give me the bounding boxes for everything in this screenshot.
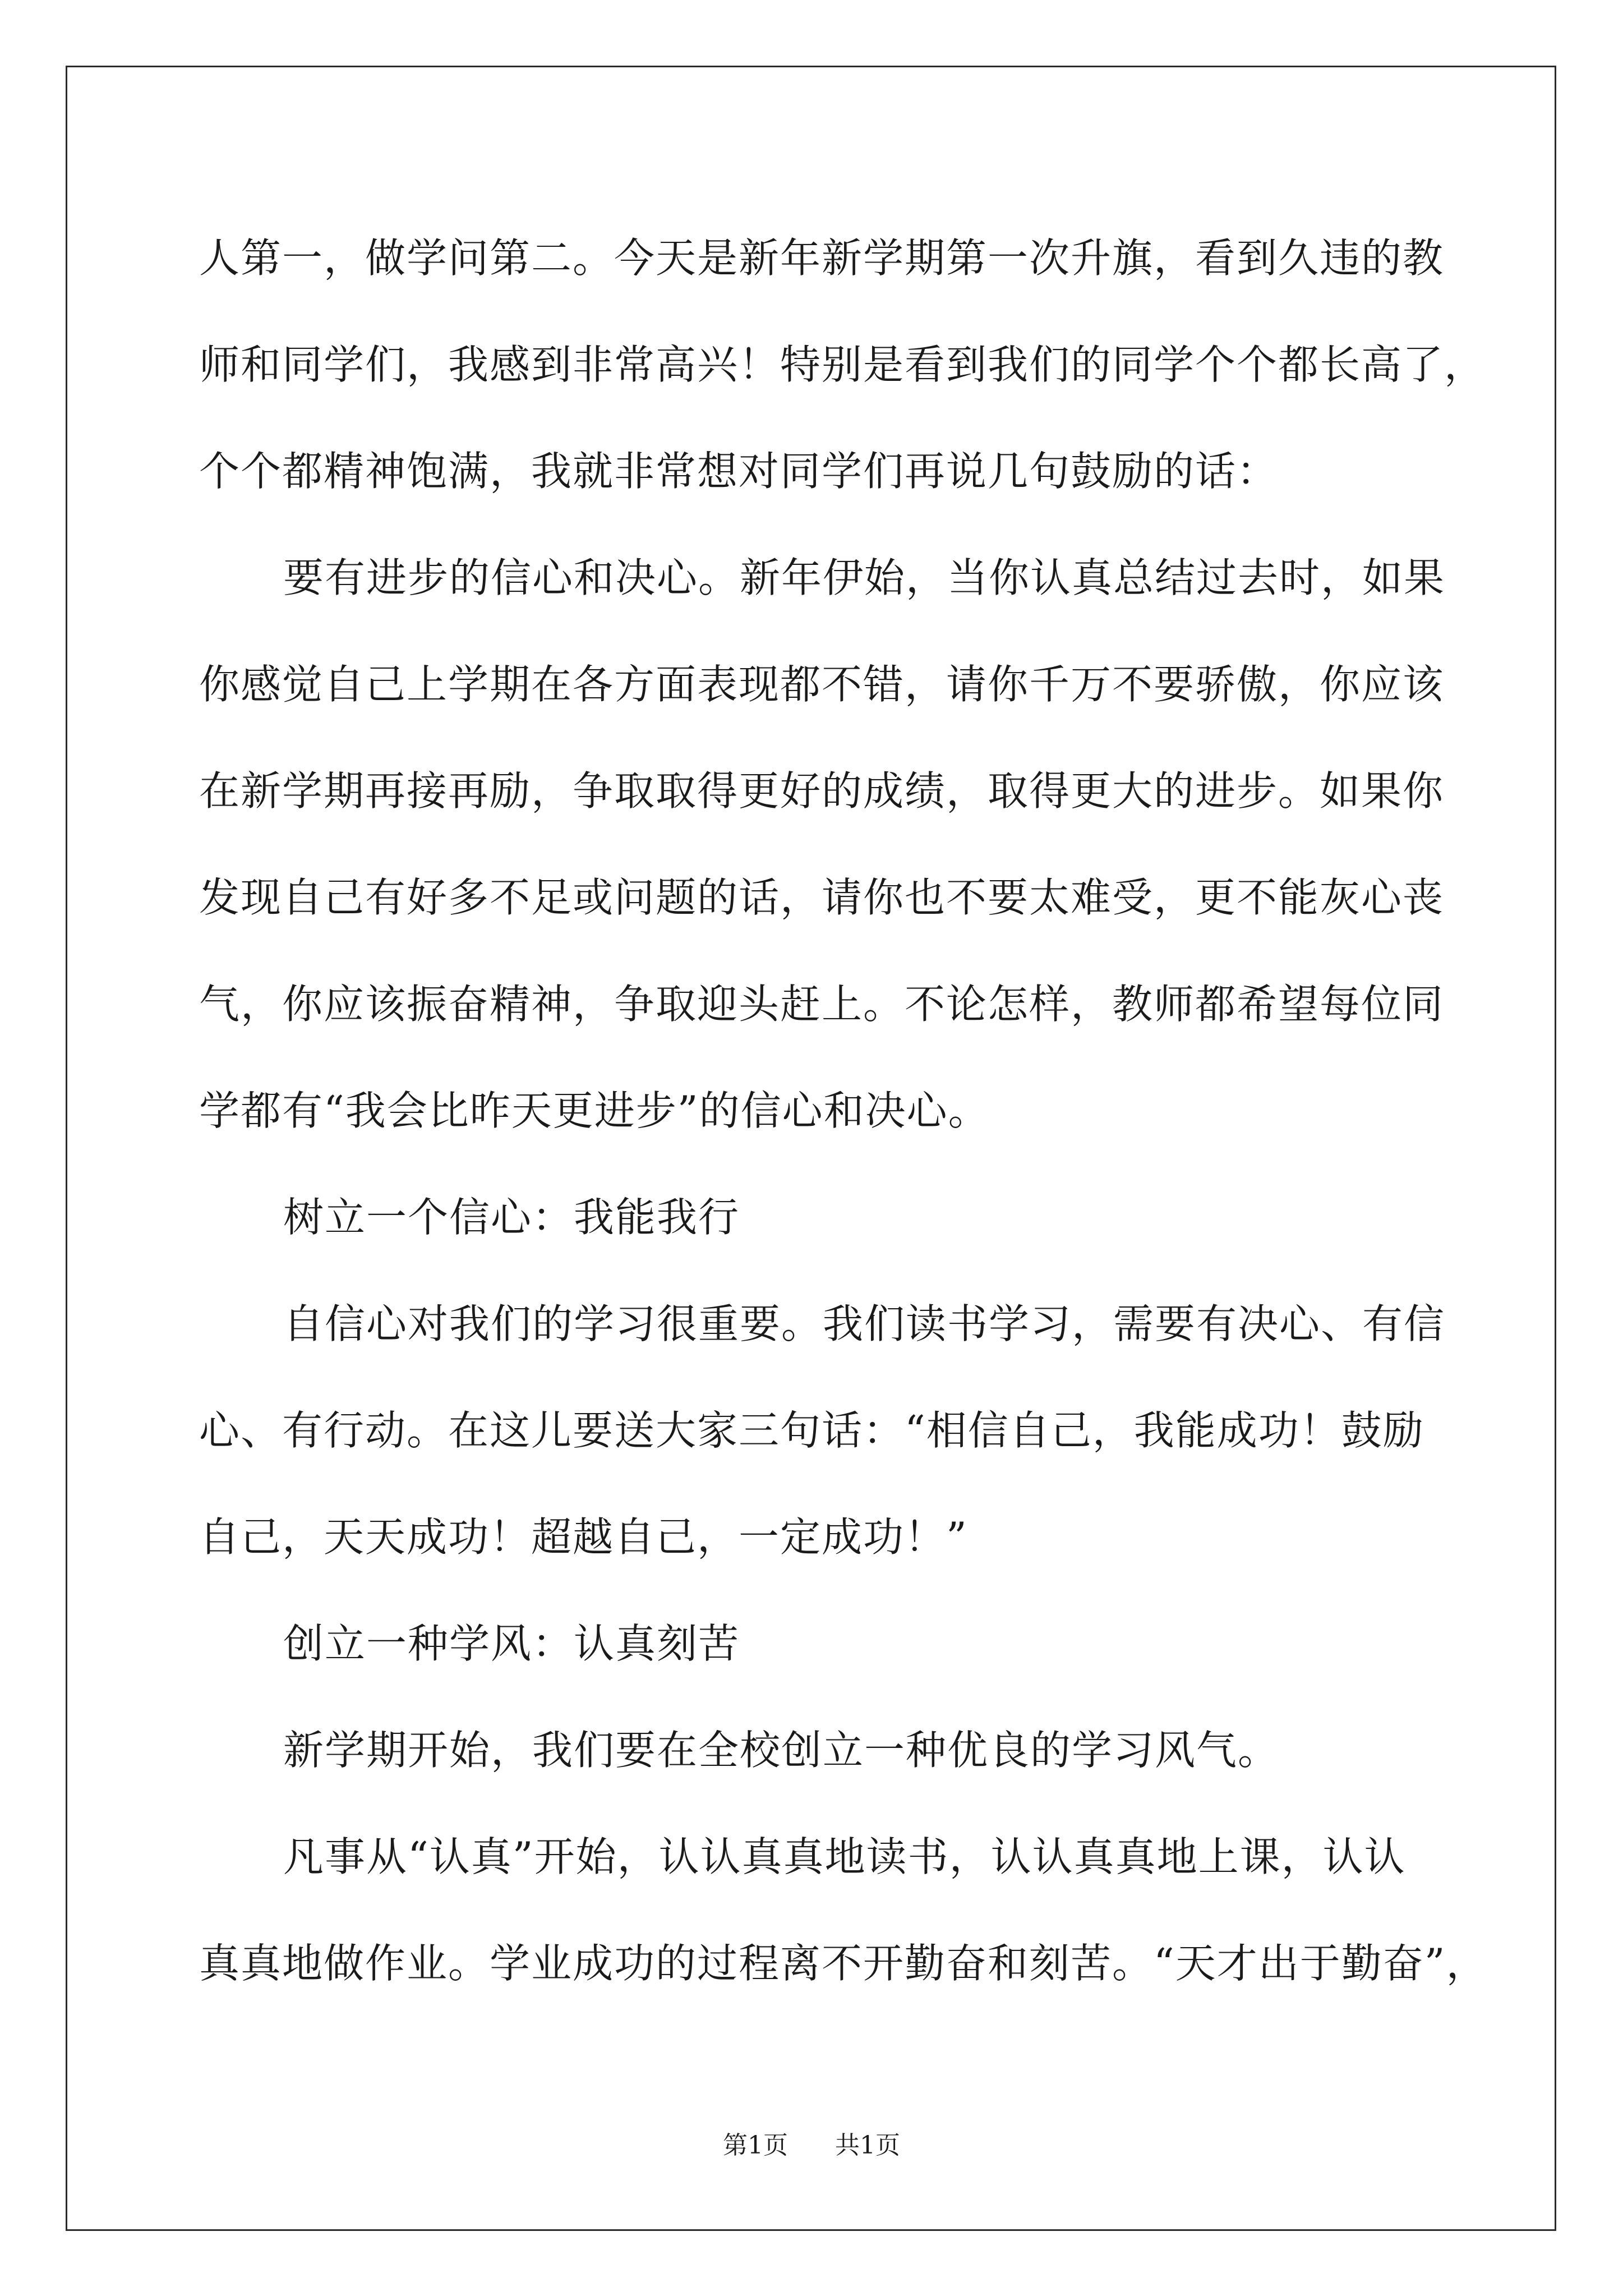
text-line-1: 人第一，做学问第二。今天是新年新学期第一次升旗，看到久违的教 xyxy=(199,234,1445,282)
section-heading-study-style: 创立一种学风：认真刻苦 xyxy=(283,1620,740,1667)
text-line-9: 学都有“我会比昨天更进步”的信心和决心。 xyxy=(199,1087,990,1134)
text-line-3: 个个都精神饱满，我就非常想对同学们再说几句鼓励的话： xyxy=(199,448,1279,495)
text-line-13: 自己，天天成功！超越自己，一定成功！” xyxy=(199,1513,968,1561)
text-line-17: 真真地做作业。学业成功的过程离不开勤奋和刻苦。“天才出于勤奋”， xyxy=(199,1940,1488,1987)
text-line-7: 发现自己有好多不足或问题的话，请你也不要太难受，更不能灰心丧 xyxy=(199,874,1445,921)
page-total: 共1页 xyxy=(835,2131,900,2160)
text-line-16: 凡事从“认真”开始，认认真真地读书，认认真真地上课，认认 xyxy=(283,1833,1406,1880)
text-line-8: 气，你应该振奋精神，争取迎头赶上。不论怎样，教师都希望每位同 xyxy=(199,981,1445,1028)
page-number: 第1页 xyxy=(723,2131,788,2160)
text-line-5: 你感觉自己上学期在各方面表现都不错，请你千万不要骄傲，你应该 xyxy=(199,661,1445,708)
text-line-15: 新学期开始，我们要在全校创立一种优良的学习风气。 xyxy=(283,1727,1280,1774)
text-line-2: 师和同学们，我感到非常高兴！特别是看到我们的同学个个都长高了， xyxy=(199,341,1486,388)
text-line-6: 在新学期再接再励，争取取得更好的成绩，取得更大的进步。如果你 xyxy=(199,767,1445,815)
document-body xyxy=(199,205,1488,2017)
text-line-11: 自信心对我们的学习很重要。我们读书学习，需要有决心、有信 xyxy=(283,1300,1446,1347)
section-heading-confidence: 树立一个信心：我能我行 xyxy=(283,1194,740,1241)
text-line-12: 心、有行动。在这儿要送大家三句话：“相信自己，我能成功！鼓励 xyxy=(199,1407,1424,1454)
page-footer xyxy=(0,2129,1623,2162)
text-line-4: 要有进步的信心和决心。新年伊始，当你认真总结过去时，如果 xyxy=(283,554,1446,601)
